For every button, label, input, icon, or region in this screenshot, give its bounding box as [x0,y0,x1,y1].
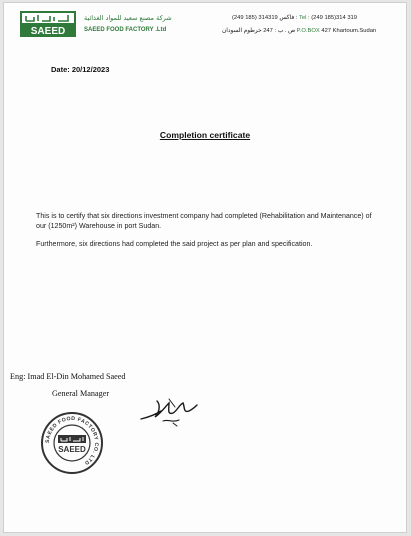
handwritten-signature-icon [139,395,199,429]
saeed-logo-icon [20,11,76,37]
certificate-title: Completion certificate [159,130,251,140]
certificate-page [3,2,407,533]
pobox-label: P.O.BOX [296,28,320,34]
pobox-arabic: ص . ب : 247 خرطوم السودان [222,28,296,34]
pobox-contact-line [222,28,376,34]
certificate-paragraph-1: This is to certify that six directions investment company had completed (Rehabilitation and Maintenance) of our (1250m²) Warehouse in port Sudan. [36,212,372,231]
tel-value: (249 185)314 319 [311,15,358,21]
pobox-value: 427 Khartoum.Sudan [321,28,377,34]
fax-value: (249 185) 314319 [232,15,278,21]
fax-label: فاكس : [279,15,298,21]
svg-text:SAEED: SAEED [30,26,66,37]
company-name-english: SAEED FOOD FACTORY .Ltd [84,27,167,33]
document-date: Date: 20/12/2023 [51,65,110,74]
certificate-paragraph-2: Furthermore, six directions had completed the said project as per plan and specification. [36,240,313,248]
company-name-arabic: شركة مصنع سعيد للمواد الغذائية [84,14,172,22]
phone-contact-line [232,15,357,21]
tel-label: Tel : [298,15,310,21]
stamp-ring-text: SAEED FOOD FACTORY CO. LTD [44,415,100,466]
stamp-center-text: SAEED [58,445,86,454]
company-stamp-seal [40,411,104,475]
signatory-title: General Manager [52,389,110,398]
signatory-name: Eng: Imad El-Din Mohamed Saeed [10,372,126,381]
